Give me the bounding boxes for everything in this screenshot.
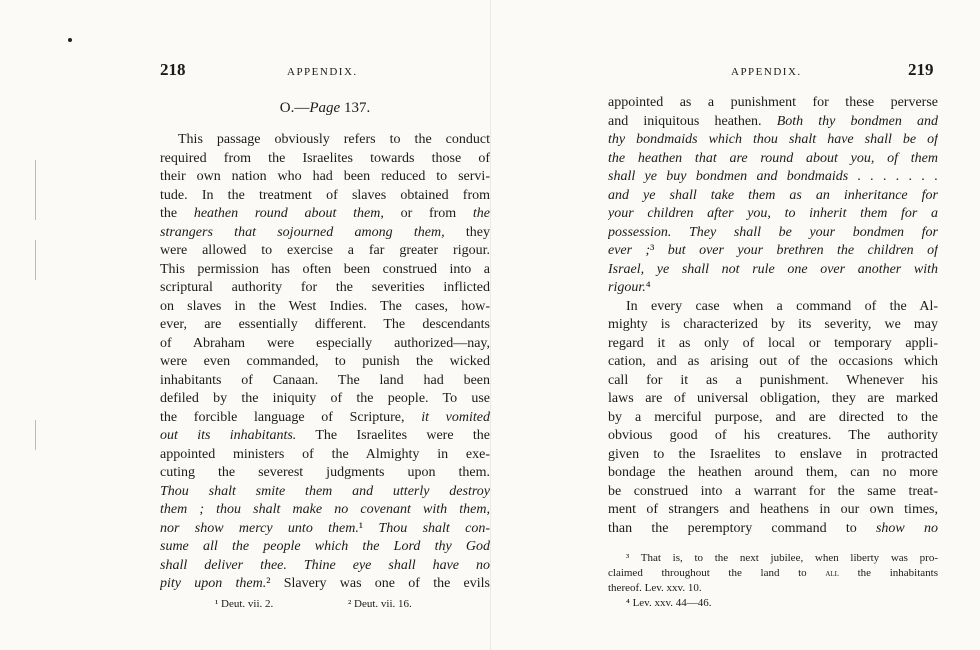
text-line: tude. In the treatment of slaves obtained from (160, 187, 490, 203)
running-head: APPENDIX. (731, 66, 802, 78)
text-line: This passage obviously refers to the conduct (178, 132, 490, 147)
text-line: pity upon them.² Slavery was one of the evils (160, 576, 490, 591)
text-line: inhabitants of Canaan. The land had been (160, 372, 490, 388)
text-line: were allowed to exercise a far greater rigour. (160, 243, 490, 258)
text-line: sume all the people which the Lord thy God (160, 539, 490, 554)
text-line: laws are of universal obligation, they are marked (608, 391, 938, 406)
text-line: on slaves in the West Indies. The cases, how- (160, 298, 490, 314)
text-line: defiled by the iniquity of the people. To use (160, 391, 490, 406)
text-line: be construed into a warrant for the same treat- (608, 483, 938, 499)
text-line: nor show mercy unto them.¹ Thou shalt con- (160, 520, 490, 536)
text-line: the heathen that are round about you, of them (608, 150, 938, 166)
footnote-line: ⁴ Lev. xxv. 44—46. (626, 597, 712, 609)
text-line: appointed as a punishment for these perverse (608, 95, 938, 110)
footnote-line: thereof. Lev. xxv. 10. (608, 582, 702, 594)
footnote: ² Deut. vii. 16. (348, 598, 412, 610)
text-line: cuting the severest judgments upon them. (160, 465, 490, 480)
page-number: 219 (908, 60, 934, 79)
text-line: shall ye buy bondmen and bondmaids . . . . . . . (608, 169, 938, 184)
note-heading: O.—Page 137. (279, 100, 371, 116)
text-line: your children after you, to inherit them for a (608, 206, 938, 221)
body-text (160, 131, 490, 594)
text-line: the heathen round about them, or from the (160, 206, 490, 221)
text-line: scriptural authority for the severities inflicted (160, 280, 490, 295)
footnotes (608, 551, 938, 611)
text-line: Israel, ye shall not rule one over another with (608, 261, 938, 277)
text-line: were even commanded, to punish the wicked (160, 354, 490, 369)
text-line: mighty is characterized by its severity, we may (608, 317, 938, 332)
text-line: and iniquitous heathen. Both thy bondmen and (608, 113, 938, 129)
text-line: them ; thou shalt make no covenant with them, (160, 502, 490, 517)
text-line: possession. They shall be your bondmen for (608, 224, 938, 240)
text-line: by a merciful purpose, and are directed to the (608, 409, 938, 425)
page-number: 218 (160, 60, 186, 79)
text-line: bondage the heathen around them, can no more (608, 465, 938, 480)
text-line: out its inhabitants. The Israelites were the (160, 428, 490, 443)
text-line: obvious good of his creatures. The authority (608, 428, 938, 443)
text-line: required from the Israelites towards those of (160, 150, 490, 166)
running-head: APPENDIX. (287, 66, 358, 78)
text-line: rigour.⁴ (608, 280, 651, 295)
footnote: ¹ Deut. vii. 2. (215, 598, 274, 610)
body-text (608, 94, 938, 538)
text-line: ever ;³ but over your brethren the children of (608, 243, 938, 258)
text-line: given to the Israelites to enslave in protracted (608, 446, 938, 462)
text-line: their own nation who had been reduced to servi- (160, 169, 490, 184)
text-line: ever, are essentially different. The descendants (160, 317, 490, 332)
text-line: thy bondmaids which thou shalt have shall be of (608, 132, 938, 147)
text-line: In every case when a command of the Al- (626, 298, 938, 314)
footnote-line: ³ That is, to the next jubilee, when liberty was pro- (626, 552, 938, 564)
text-line: and ye shall take them as an inheritance for (608, 187, 938, 203)
text-line: than the peremptory command to show no (608, 520, 938, 536)
text-line: call for it as a punishment. Whenever his (608, 372, 938, 388)
text-line: cation, and as arising out of the occasions which (608, 354, 938, 369)
footnote-line: claimed throughout the land to all the inhabitants (608, 567, 938, 579)
text-line: shall deliver thee. Thine eye shall have no (160, 557, 490, 573)
text-line: the forcible language of Scripture, it vomited (160, 409, 490, 425)
text-line: appointed ministers of the Almighty in exe- (160, 446, 490, 462)
right-page (490, 0, 980, 650)
text-line: strangers that sojourned among them, they (160, 224, 490, 240)
text-line: regard it as only of local or temporary appli- (608, 335, 938, 351)
text-line: Thou shalt smite them and utterly destroy (160, 483, 490, 499)
text-line: of Abraham were especially authorized—nay, (160, 335, 490, 351)
text-line: ment of strangers and heathens in our own times, (608, 502, 938, 517)
text-line: This permission has often been construed into a (160, 261, 490, 277)
